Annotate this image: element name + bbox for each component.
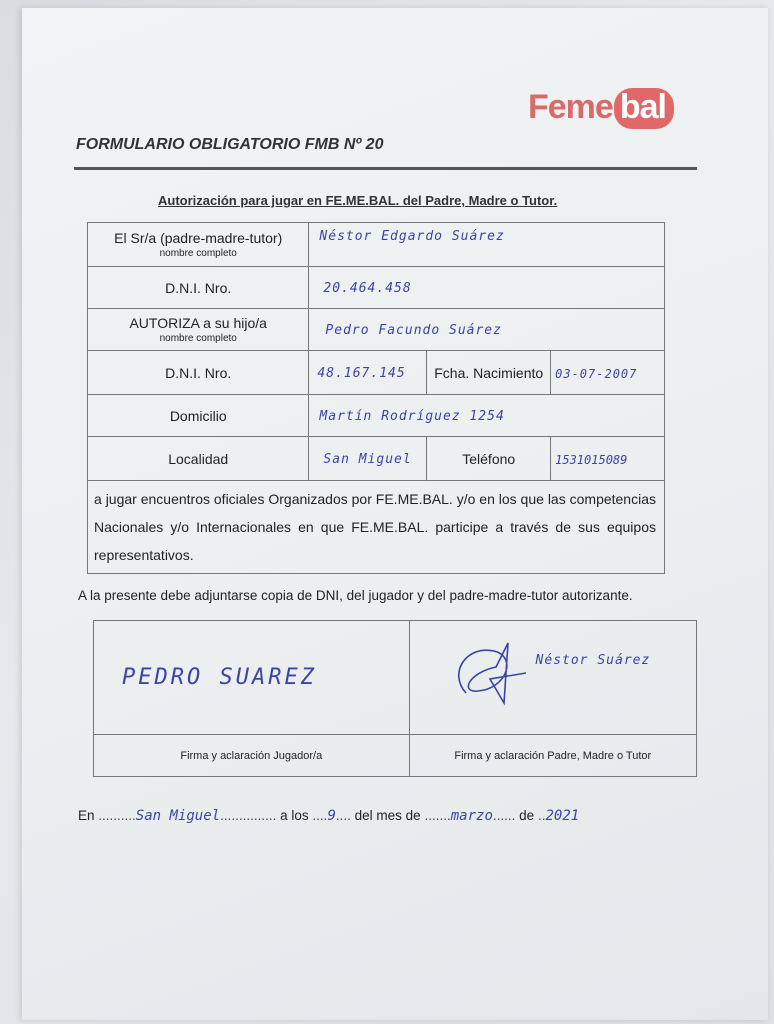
place-date-line: En ..........San Miguel............... a los ....9.... del mes de .......marzo...... de ..2021 [78, 808, 580, 824]
table-row [88, 395, 665, 437]
child-name-sublabel: nombre completo [159, 333, 237, 344]
authorization-paragraph: a jugar encuentros oficiales Organizados por FE.ME.BAL. y/o en los que las competencias Nacionales y/o Internacionales en que FE.ME.BAL. participe a través de sus equipos representativos. [88, 481, 665, 574]
child-dni-cell[interactable] [309, 351, 427, 395]
de-label: de [519, 808, 535, 823]
parent-name-label-cell [88, 223, 309, 267]
player-signature: PEDRO SUAREZ [122, 665, 317, 690]
phone-cell[interactable] [551, 437, 665, 481]
parent-name-sublabel: nombre completo [159, 248, 237, 259]
month-value[interactable]: marzo [450, 808, 493, 824]
child-dni-label: D.N.I. Nro. [88, 351, 309, 395]
address-cell[interactable] [309, 395, 665, 437]
child-name-label-cell [88, 309, 309, 351]
child-name-value: Pedro Facundo Suárez [325, 323, 502, 338]
signature-table [93, 620, 697, 777]
child-name-cell[interactable] [309, 309, 665, 351]
child-dni-value: 48.167.145 [317, 366, 406, 381]
player-signature-label: Firma y aclaración Jugador/a [94, 735, 410, 777]
form-subtitle: Autorización para jugar en FE.ME.BAL. del Padre, Madre o Tutor. [158, 193, 558, 208]
del-mes-label: del mes de [354, 808, 421, 823]
table-row [94, 621, 697, 735]
city-label: Localidad [88, 437, 309, 481]
table-row [88, 351, 665, 395]
city-cell[interactable] [309, 437, 427, 481]
phone-label: Teléfono [427, 437, 551, 481]
form-title: FORMULARIO OBLIGATORIO FMB Nº 20 [76, 136, 384, 153]
femebal-logo: Feme bal [528, 88, 674, 129]
signature-scribble-icon [446, 633, 536, 713]
address-label: Domicilio [88, 395, 309, 437]
day-value[interactable]: 9 [327, 808, 336, 824]
birth-date-value: 03-07-2007 [555, 366, 638, 381]
parent-name-cell[interactable] [309, 223, 665, 267]
dni-attachment-note: A la presente debe adjuntarse copia de DNI, del jugador y del padre-madre-tutor autorizante. [78, 588, 633, 603]
parent-dni-cell[interactable] [309, 267, 665, 309]
table-row [88, 223, 665, 267]
parent-dni-label: D.N.I. Nro. [88, 267, 309, 309]
birth-date-label: Fcha. Nacimiento [427, 351, 551, 395]
year-value[interactable]: 2021 [545, 808, 580, 824]
phone-value: 1531015089 [555, 452, 628, 467]
address-value: Martín Rodríguez 1254 [319, 409, 505, 424]
table-row [94, 735, 697, 777]
en-label: En [78, 808, 95, 823]
place-value[interactable]: San Miguel [135, 808, 221, 824]
parent-signature-label: Firma y aclaración Padre, Madre o Tutor [409, 735, 696, 777]
table-row [88, 267, 665, 309]
parent-signature: Néstor Suárez [535, 653, 651, 668]
table-row [88, 481, 665, 574]
player-signature-box[interactable] [94, 621, 410, 735]
authorization-table [87, 222, 665, 574]
parent-name-value: Néstor Edgardo Suárez [319, 229, 505, 244]
table-row [88, 437, 665, 481]
city-value: San Miguel [323, 452, 412, 467]
child-name-label: AUTORIZA a su hijo/a [129, 315, 267, 331]
a-los-label: a los [280, 808, 309, 823]
parent-dni-value: 20.464.458 [323, 281, 412, 296]
birth-date-cell[interactable] [551, 351, 665, 395]
parent-name-label: El Sr/a (padre-madre-tutor) [114, 230, 283, 246]
parent-signature-box[interactable] [409, 621, 696, 735]
table-row [88, 309, 665, 351]
title-divider [74, 167, 697, 170]
